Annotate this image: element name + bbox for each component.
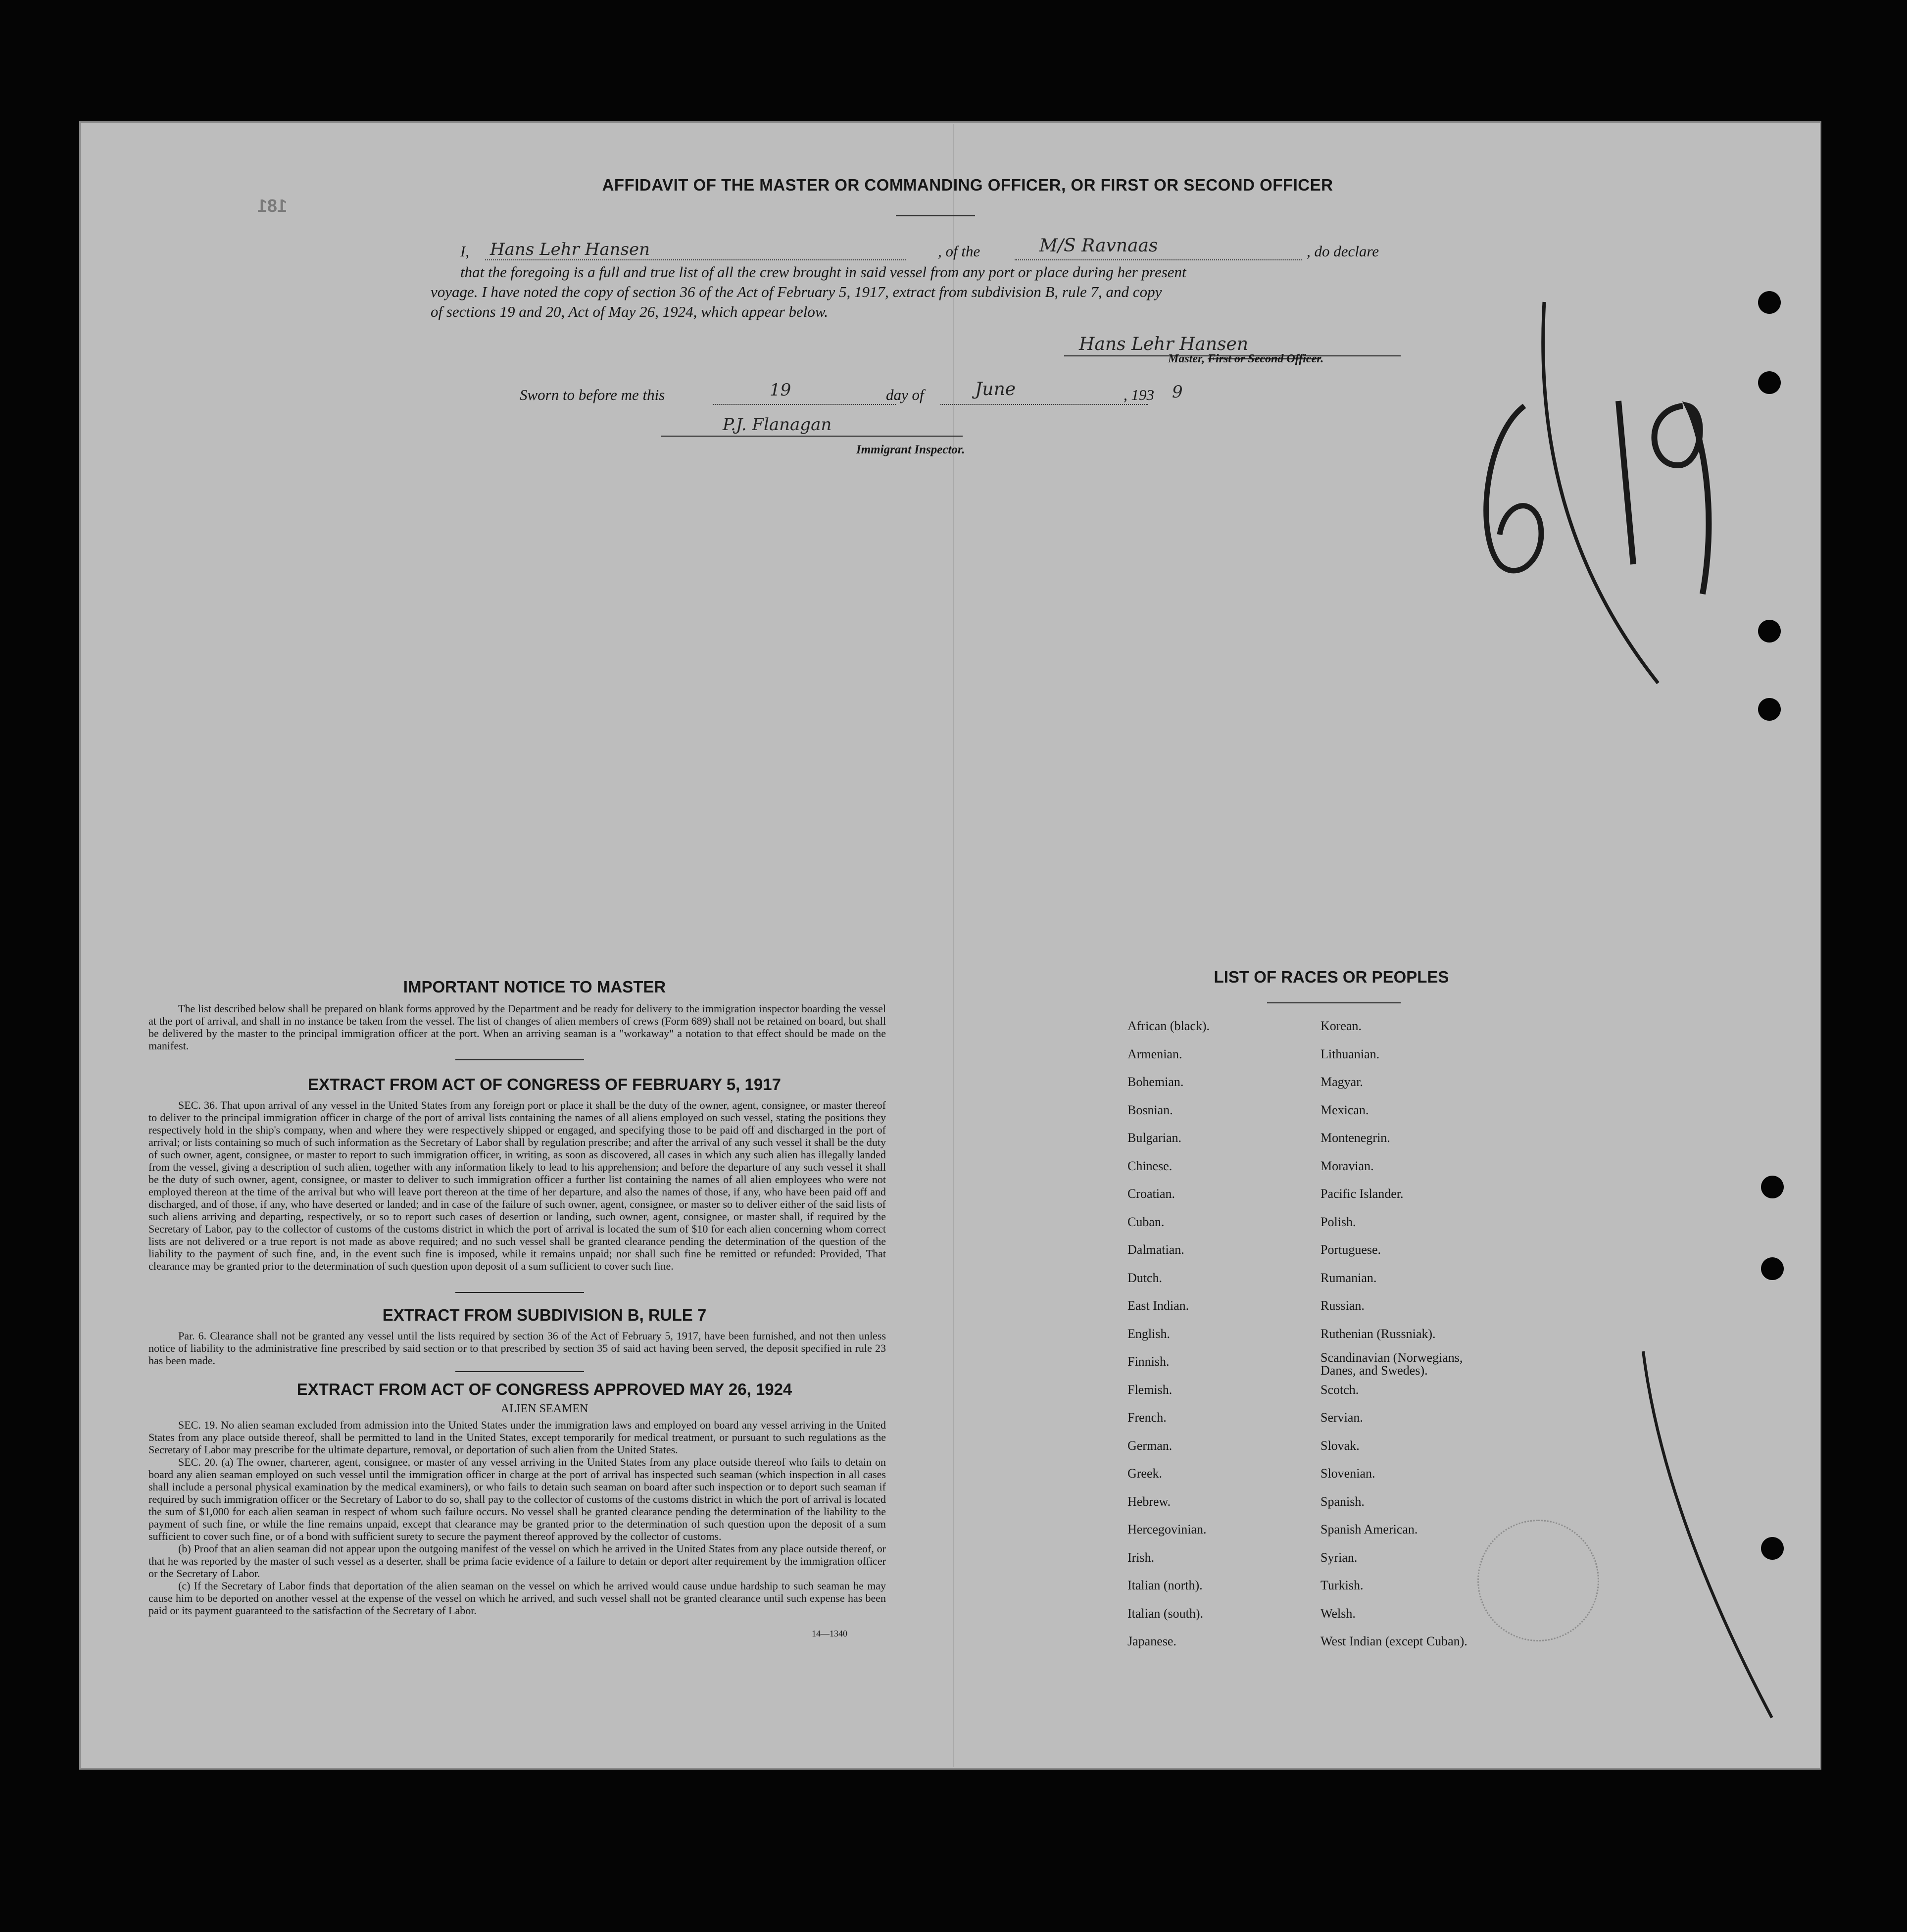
race-item: Polish. xyxy=(1320,1214,1356,1229)
race-item: Korean. xyxy=(1320,1019,1362,1033)
sworn-line xyxy=(520,379,1213,408)
race-item: Turkish. xyxy=(1320,1578,1364,1592)
race-item: Servian. xyxy=(1320,1410,1363,1425)
notice-heading: IMPORTANT NOTICE TO MASTER xyxy=(403,978,666,996)
race-item: African (black). xyxy=(1127,1019,1210,1033)
margin-mark-text: 6/19 xyxy=(1425,287,1426,288)
sec20b-text: (b) Proof that an alien seaman did not appear upon the outgoing manifest of the vessel on which he arrived in the United States from any place outside thereof, or that he was reported by the master of such vessel as a deserter, shall be prima facie evidence of a failure to detain or deport after requirement by the immigration officer or the Secretary of Labor. xyxy=(148,1542,886,1580)
title-divider xyxy=(896,215,975,216)
race-item: Finnish. xyxy=(1127,1354,1170,1369)
race-item: Hebrew. xyxy=(1127,1494,1171,1509)
race-item: Armenian. xyxy=(1127,1046,1182,1061)
punch-hole xyxy=(1761,1176,1784,1198)
race-item: German. xyxy=(1127,1438,1173,1453)
punch-hole xyxy=(1758,620,1781,643)
race-item: Scotch. xyxy=(1320,1382,1359,1397)
race-item: East Indian. xyxy=(1127,1298,1189,1313)
faint-seal-stamp xyxy=(1477,1520,1599,1641)
race-item: Greek. xyxy=(1127,1466,1163,1481)
caption-master: Master, xyxy=(1168,352,1208,365)
race-item: Dutch. xyxy=(1127,1270,1163,1285)
extract1-heading: EXTRACT FROM ACT OF CONGRESS OF FEBRUARY 5, 1917 xyxy=(308,1075,781,1093)
race-item: Chinese. xyxy=(1127,1158,1173,1173)
affidavit-of-the: , of the xyxy=(938,243,980,260)
notice-divider xyxy=(455,1059,584,1060)
races-heading: LIST OF RACES OR PEOPLES xyxy=(1214,968,1449,986)
affidavit-line-3: voyage. I have noted the copy of section 36 of the Act of February 5, 1917, extract from subdivision B, rule 7, and copy xyxy=(431,283,1162,300)
race-item: Scandinavian (Norwegians, Danes, and Swedes). xyxy=(1320,1350,1463,1378)
sec20a-text: SEC. 20. (a) The owner, charterer, agent, consignee, or master of any vessel arriving in the United States from any place outside thereof who fails to detain on board any alien seaman employed on such vessel until the immigration officer in charge at the port of arrival has inspected such seaman (which inspection in all cases shall include a personal physical examination by the medical examiners), or who fails to detain such seaman on board after such inspection or to deport such seaman if required by such immigration officer or the Secretary of Labor to do so, shall pay to the collector of customs of the customs district in which the port of arrival is located the sum of $1,000 for each alien seaman in respect of whom such failure occurs. No vessel shall be granted clearance pending the determination of the liability to the payment of such fine, or while the fine remains unpaid, except that clearance may be granted prior to the determination of such question upon the deposit of a sum sufficient to cover such fine, or of a bond with sufficient surety to secure the payment thereof approved by the collector of customs. xyxy=(148,1456,886,1542)
affidavit-body xyxy=(431,236,1430,321)
race-item: French. xyxy=(1127,1410,1167,1425)
punch-hole xyxy=(1758,371,1781,394)
master-name-line xyxy=(485,259,906,260)
extract3-heading: EXTRACT FROM ACT OF CONGRESS APPROVED MAY 26, 1924 xyxy=(296,1380,792,1398)
form-number: 14—1340 xyxy=(812,1629,847,1638)
race-item: Bohemian. xyxy=(1127,1075,1184,1089)
extract2-body: Par. 6. Clearance shall not be granted any vessel until the lists required by section 36 of the Act of February 5, 1917, have been furnished, and not then unless notice of liability to the administrative fine prescribed by said section or to that prescribed by section 35 of said act having been served, the deposit specified in rule 23 has been made. xyxy=(148,1330,886,1367)
race-item: Bosnian. xyxy=(1127,1102,1173,1117)
inspector-caption: Immigrant Inspector. xyxy=(856,443,965,456)
master-signature: Hans Lehr Hansen xyxy=(1079,334,1249,354)
race-item: English. xyxy=(1127,1326,1170,1341)
extract1-body: SEC. 36. That upon arrival of any vessel in the United States from any foreign port or place it shall be the duty of the owner, agent, consignee, or master thereof to deliver to the principal immigration officer in charge of the port of arrival lists containing the names of all aliens employed on such vessel, stating the positions they respectively hold in the ship's company, when and where they were respectively shipped or engaged, and specifying those to be paid off and discharged in the port of arrival; or lists containing so much of such information as the Secretary of Labor shall by regulation prescribe; and after the arrival of any such vessel it shall be the duty of such owner, agent, consignee, or master to report to such immigration officer, in writing, as soon as discovered, all cases in which any such alien has illegally landed from the vessel, giving a description of such alien, together with any information likely to lead to his apprehension; and before the departure of any such vessel it shall be the duty of such owner, agent, consignee, or master to deliver to such immigration officer a further list containing the names of all alien employees who were not employed thereon at the time of the arrival but who will leave port thereon at the time of her departure, and also the names of those, if any, who have been paid off and discharged, and of those, if any, who have deserted or landed; and in case of the failure of such owner, agent, consignee, or master so to deliver either of the said lists of such aliens arriving and departing, respectively, or so to report such cases of desertion or landing, such owner, agent, consignee, or master shall, if required by the Secretary of Labor, pay to the collector of customs of the customs district in which the port of arrival is located the sum of $10 for each alien concerning whom correct lists are not delivered or a true report is not made as above required; and no such vessel shall be granted clearance pending the determination of the question of the liability to the payment of such fine, and, in the event such fine is imposed, while it remains unpaid; nor shall such fine be remitted or refunded: Provided, That clearance may be granted prior to the determination of such question upon deposit of a sum sufficient to cover such fine. xyxy=(148,1099,886,1272)
vessel-name-line xyxy=(1015,259,1302,260)
affidavit-line-4: of sections 19 and 20, Act of May 26, 1924, which appear below. xyxy=(431,303,829,320)
race-item: Moravian. xyxy=(1320,1158,1374,1173)
extract3-subheading: ALIEN SEAMEN xyxy=(500,1402,588,1415)
race-item: Lithuanian. xyxy=(1320,1046,1380,1061)
page-fold-line xyxy=(953,124,954,1767)
vessel-name-handwritten: M/S Ravnaas xyxy=(1039,236,1158,256)
punch-hole xyxy=(1761,1257,1784,1280)
race-item: Bulgarian. xyxy=(1127,1131,1182,1145)
punch-hole xyxy=(1758,698,1781,721)
sworn-day-of: day of xyxy=(886,386,924,403)
race-item: Hercegovinian. xyxy=(1127,1522,1207,1536)
master-name-handwritten: Hans Lehr Hansen xyxy=(490,240,650,259)
corner-number: 181 xyxy=(257,196,288,216)
caption-struck-officer: First or Second Officer xyxy=(1208,352,1321,365)
race-item: Portuguese. xyxy=(1320,1242,1381,1257)
extract2-divider xyxy=(455,1371,584,1372)
race-item: Italian (north). xyxy=(1127,1578,1203,1592)
extract2-heading: EXTRACT FROM SUBDIVISION B, RULE 7 xyxy=(382,1306,707,1324)
race-item: Italian (south). xyxy=(1127,1606,1204,1621)
race-item: Irish. xyxy=(1127,1550,1155,1565)
sec19-text: SEC. 19. No alien seaman excluded from admission into the United States under the immigration laws and employed on board any vessel arriving in the United States from any place outside thereof, shall be permitted to land in the United States, except temporarily for medical treatment, or pursuant to such regulations as the Secretary of Labor may prescribe for the ultimate departure, removal, or deportation of such alien from the United States. xyxy=(148,1419,886,1456)
affidavit-declare: , do declare xyxy=(1307,243,1379,260)
race-item: Flemish. xyxy=(1127,1382,1173,1397)
affidavit-prefix: I, xyxy=(460,243,470,260)
affidavit-line-1 xyxy=(460,236,1430,263)
race-item: Russian. xyxy=(1320,1298,1365,1313)
sworn-year-prefix: , 193 xyxy=(1124,386,1154,403)
race-item: Spanish American. xyxy=(1320,1522,1418,1536)
race-item: Japanese. xyxy=(1127,1634,1176,1648)
race-item: Slovak. xyxy=(1320,1438,1360,1453)
inspector-line xyxy=(661,436,963,437)
sworn-day-handwritten: 19 xyxy=(770,380,791,400)
notice-body: The list described below shall be prepared on blank forms approved by the Department and be ready for delivery to the immigration inspector boarding the vessel at the port of arrival, and shall in no instance be taken from the vessel. The list of changes of alien members of crews (Form 689) shall not be retained on board, but shall be delivered by the master to the principal immigration officer at the port. When an arriving seaman is a "workaway" a notation to that effect should be made on the manifest. xyxy=(148,1002,886,1052)
extract3-body xyxy=(148,1419,886,1617)
sworn-year-digit: 9 xyxy=(1172,382,1183,402)
race-item: Croatian. xyxy=(1127,1187,1175,1201)
races-divider xyxy=(1267,1002,1401,1003)
sec20c-text: (c) If the Secretary of Labor finds that deportation of the alien seaman on the vessel on which he arrived would cause undue hardship to such seaman he may cause him to be deported on another vessel at the expense of the vessel on which he arrived, and such vessel shall not be granted clearance until such expense has been paid or its payment guaranteed to the satisfaction of the Secretary of Labor. xyxy=(148,1580,886,1617)
punch-hole xyxy=(1758,291,1781,314)
race-item: Magyar. xyxy=(1320,1075,1363,1089)
race-item: Pacific Islander. xyxy=(1320,1187,1404,1201)
race-item: West Indian (except Cuban). xyxy=(1320,1634,1467,1648)
affidavit-title: AFFIDAVIT OF THE MASTER OR COMMANDING OFFICER, OR FIRST OR SECOND OFFICER xyxy=(602,176,1333,194)
day-line xyxy=(713,404,896,405)
extract1-divider xyxy=(455,1292,584,1293)
caption-period: . xyxy=(1320,352,1324,365)
race-item: Cuban. xyxy=(1127,1214,1165,1229)
sworn-month-handwritten: June xyxy=(975,379,1016,399)
race-item: Ruthenian (Russniak). xyxy=(1320,1326,1436,1341)
pen-stroke xyxy=(1623,1341,1792,1728)
month-line xyxy=(940,404,1148,405)
race-item: Syrian. xyxy=(1320,1550,1358,1565)
race-item: Spanish. xyxy=(1320,1494,1365,1509)
race-item: Montenegrin. xyxy=(1320,1131,1390,1145)
race-item: Dalmatian. xyxy=(1127,1242,1184,1257)
race-item: Welsh. xyxy=(1320,1606,1356,1621)
sworn-prefix: Sworn to before me this xyxy=(520,386,665,403)
inspector-signature: P.J. Flanagan xyxy=(723,415,832,435)
affidavit-line-2: that the foregoing is a full and true list of all the crew brought in said vessel from any port or place during her present xyxy=(460,263,1186,281)
race-item: Slovenian. xyxy=(1320,1466,1375,1481)
signature-caption xyxy=(1168,352,1323,366)
race-item: Mexican. xyxy=(1320,1102,1369,1117)
race-item: Rumanian. xyxy=(1320,1270,1377,1285)
margin-date-mark xyxy=(1425,287,1732,713)
